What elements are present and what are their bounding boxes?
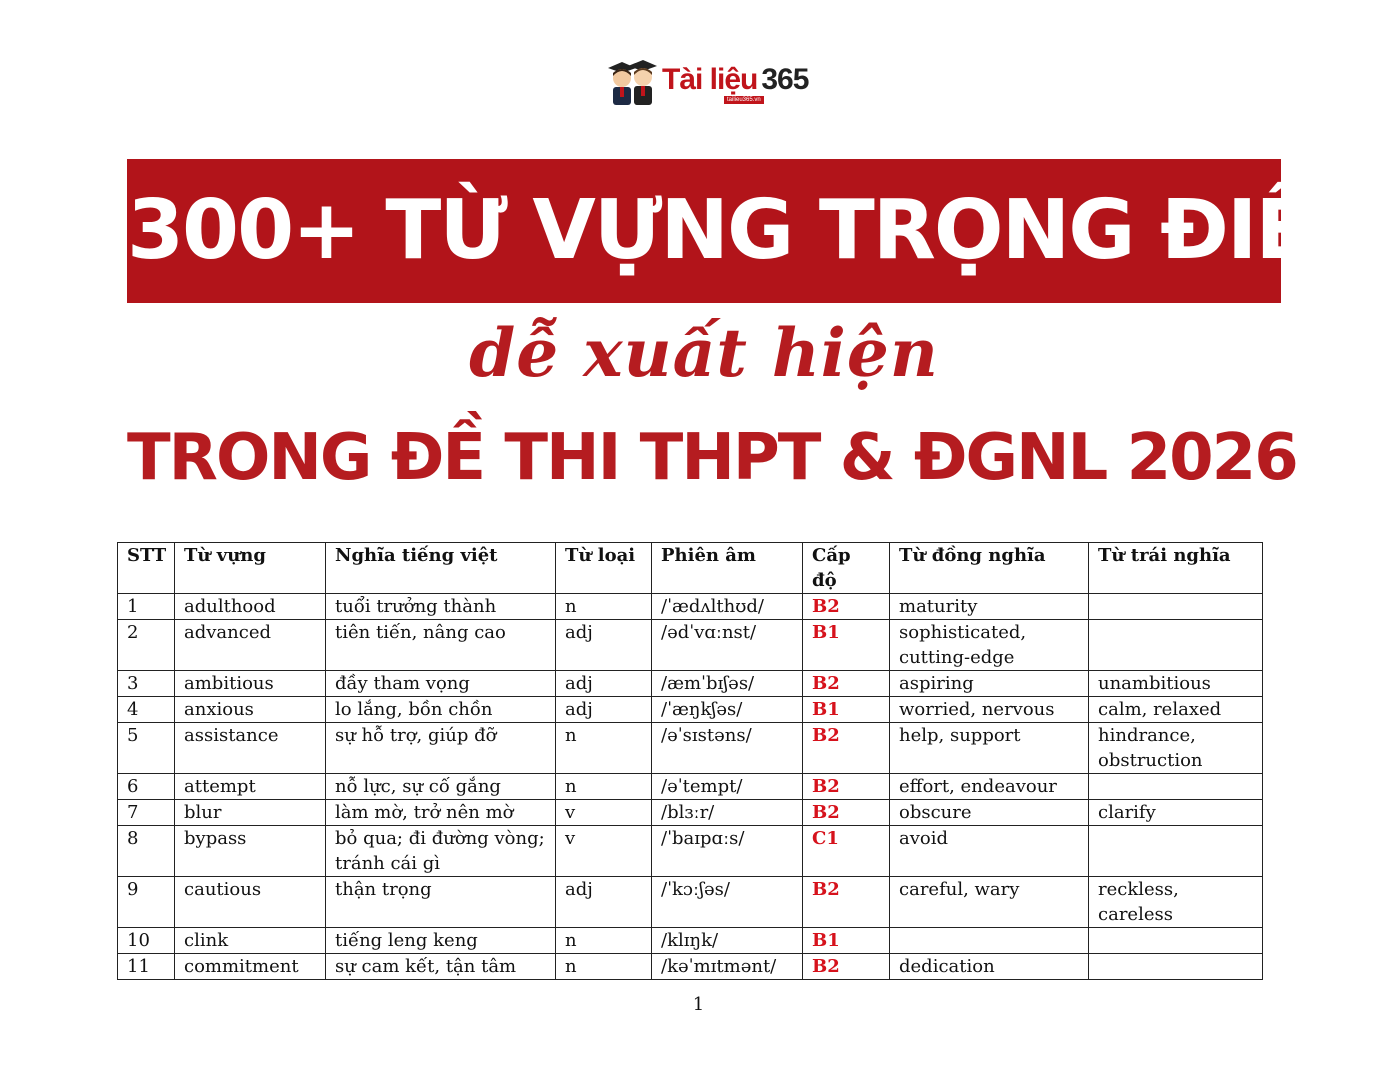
cell-antonyms <box>1089 620 1263 671</box>
brand-domain: tailieu365.vn <box>724 96 764 104</box>
cell-stt: 6 <box>118 774 175 800</box>
cell-ipa: /klɪŋk/ <box>652 928 803 954</box>
cell-level: B2 <box>803 594 890 620</box>
cell-word: anxious <box>175 697 326 723</box>
cell-stt: 2 <box>118 620 175 671</box>
cell-pos: n <box>556 774 652 800</box>
cell-ipa: /əˈsɪstəns/ <box>652 723 803 774</box>
cell-pos: adj <box>556 620 652 671</box>
cell-word: attempt <box>175 774 326 800</box>
cell-synonyms: avoid <box>890 826 1089 877</box>
table-row <box>118 800 1263 826</box>
cell-pos: v <box>556 826 652 877</box>
table-row <box>118 723 1263 774</box>
cell-antonyms <box>1089 594 1263 620</box>
table-row <box>118 671 1263 697</box>
cell-word: clink <box>175 928 326 954</box>
table-row <box>118 877 1263 928</box>
cell-level: B2 <box>803 774 890 800</box>
student-mascots-icon <box>606 56 658 106</box>
cell-stt: 3 <box>118 671 175 697</box>
cell-stt: 7 <box>118 800 175 826</box>
header-ipa: Phiên âm <box>652 543 803 594</box>
title-banner <box>127 159 1389 303</box>
cell-antonyms: reckless, careless <box>1089 877 1263 928</box>
cell-stt: 8 <box>118 826 175 877</box>
brand-word: Tài liệu <box>662 63 758 96</box>
cell-stt: 4 <box>118 697 175 723</box>
cell-level: B2 <box>803 877 890 928</box>
cell-antonyms: clarify <box>1089 800 1263 826</box>
header-word: Từ vựng <box>175 543 326 594</box>
cell-word: assistance <box>175 723 326 774</box>
cell-ipa: /ˈædʌlthʊd/ <box>652 594 803 620</box>
cell-ipa: /ˈkɔːʃəs/ <box>652 877 803 928</box>
cell-stt: 11 <box>118 954 175 980</box>
cell-level: B2 <box>803 723 890 774</box>
table-row <box>118 594 1263 620</box>
cell-level: C1 <box>803 826 890 877</box>
table-row <box>118 928 1263 954</box>
cell-level: B1 <box>803 697 890 723</box>
cell-antonyms <box>1089 954 1263 980</box>
cell-pos: adj <box>556 697 652 723</box>
cell-meaning: bỏ qua; đi đường vòng; tránh cái gì <box>326 826 556 877</box>
cell-synonyms: sophisticated, cutting-edge <box>890 620 1089 671</box>
page-number: 1 <box>692 994 705 1015</box>
cell-synonyms: obscure <box>890 800 1089 826</box>
cell-antonyms <box>1089 774 1263 800</box>
cell-ipa: /ˈbaɪpɑːs/ <box>652 826 803 877</box>
table-row <box>118 774 1263 800</box>
cell-meaning: tiên tiến, nâng cao <box>326 620 556 671</box>
cell-stt: 1 <box>118 594 175 620</box>
header-level: Cấp độ <box>803 543 890 594</box>
cell-pos: n <box>556 928 652 954</box>
cell-stt: 5 <box>118 723 175 774</box>
cell-level: B2 <box>803 671 890 697</box>
cell-word: cautious <box>175 877 326 928</box>
subtitle: TRONG ĐỀ THI THPT & ĐGNL 2026 <box>127 421 1297 495</box>
cell-synonyms: worried, nervous <box>890 697 1089 723</box>
cell-level: B2 <box>803 800 890 826</box>
cell-meaning: sự hỗ trợ, giúp đỡ <box>326 723 556 774</box>
cell-level: B1 <box>803 620 890 671</box>
cell-pos: adj <box>556 671 652 697</box>
header-stt: STT <box>118 543 175 594</box>
cell-synonyms: effort, endeavour <box>890 774 1089 800</box>
cell-meaning: tuổi trưởng thành <box>326 594 556 620</box>
cell-meaning: thận trọng <box>326 877 556 928</box>
cell-word: commitment <box>175 954 326 980</box>
cell-stt: 10 <box>118 928 175 954</box>
header-meaning: Nghĩa tiếng việt <box>326 543 556 594</box>
cell-synonyms: dedication <box>890 954 1089 980</box>
cell-ipa: /ˈæŋkʃəs/ <box>652 697 803 723</box>
cell-word: bypass <box>175 826 326 877</box>
cell-pos: n <box>556 954 652 980</box>
banner-title: 300+ TỪ VỰNG TRỌNG ĐIỂM <box>127 183 1389 278</box>
table-header-row <box>118 543 1263 594</box>
cell-pos: n <box>556 723 652 774</box>
script-subheading: dễ xuất hiện <box>469 314 939 392</box>
brand-number: 365 <box>761 63 809 96</box>
cell-ipa: /blɜːr/ <box>652 800 803 826</box>
cell-word: blur <box>175 800 326 826</box>
cell-pos: n <box>556 594 652 620</box>
cell-meaning: sự cam kết, tận tâm <box>326 954 556 980</box>
cell-antonyms <box>1089 928 1263 954</box>
table-row <box>118 620 1263 671</box>
table-row <box>118 954 1263 980</box>
table-row <box>118 826 1263 877</box>
cell-synonyms: help, support <box>890 723 1089 774</box>
cell-level: B1 <box>803 928 890 954</box>
header-pos: Từ loại <box>556 543 652 594</box>
cell-antonyms: unambitious <box>1089 671 1263 697</box>
cell-meaning: tiếng leng keng <box>326 928 556 954</box>
cell-synonyms: aspiring <box>890 671 1089 697</box>
cell-synonyms: careful, wary <box>890 877 1089 928</box>
vocabulary-table <box>117 542 1263 980</box>
cell-synonyms: maturity <box>890 594 1089 620</box>
cell-stt: 9 <box>118 877 175 928</box>
cell-word: ambitious <box>175 671 326 697</box>
cell-pos: adj <box>556 877 652 928</box>
cell-ipa: /æmˈbɪʃəs/ <box>652 671 803 697</box>
cell-level: B2 <box>803 954 890 980</box>
cell-antonyms: calm, relaxed <box>1089 697 1263 723</box>
cell-pos: v <box>556 800 652 826</box>
cell-meaning: nỗ lực, sự cố gắng <box>326 774 556 800</box>
cell-ipa: /əˈtempt/ <box>652 774 803 800</box>
cell-word: adulthood <box>175 594 326 620</box>
header-antonyms: Từ trái nghĩa <box>1089 543 1263 594</box>
brand-logo <box>606 56 809 106</box>
cell-meaning: làm mờ, trở nên mờ <box>326 800 556 826</box>
cell-antonyms: hindrance, obstruction <box>1089 723 1263 774</box>
cell-word: advanced <box>175 620 326 671</box>
header-synonyms: Từ đồng nghĩa <box>890 543 1089 594</box>
cell-ipa: /ədˈvɑːnst/ <box>652 620 803 671</box>
cell-ipa: /kəˈmɪtmənt/ <box>652 954 803 980</box>
table-row <box>118 697 1263 723</box>
cell-synonyms <box>890 928 1089 954</box>
cell-antonyms <box>1089 826 1263 877</box>
cell-meaning: lo lắng, bồn chồn <box>326 697 556 723</box>
cell-meaning: đầy tham vọng <box>326 671 556 697</box>
